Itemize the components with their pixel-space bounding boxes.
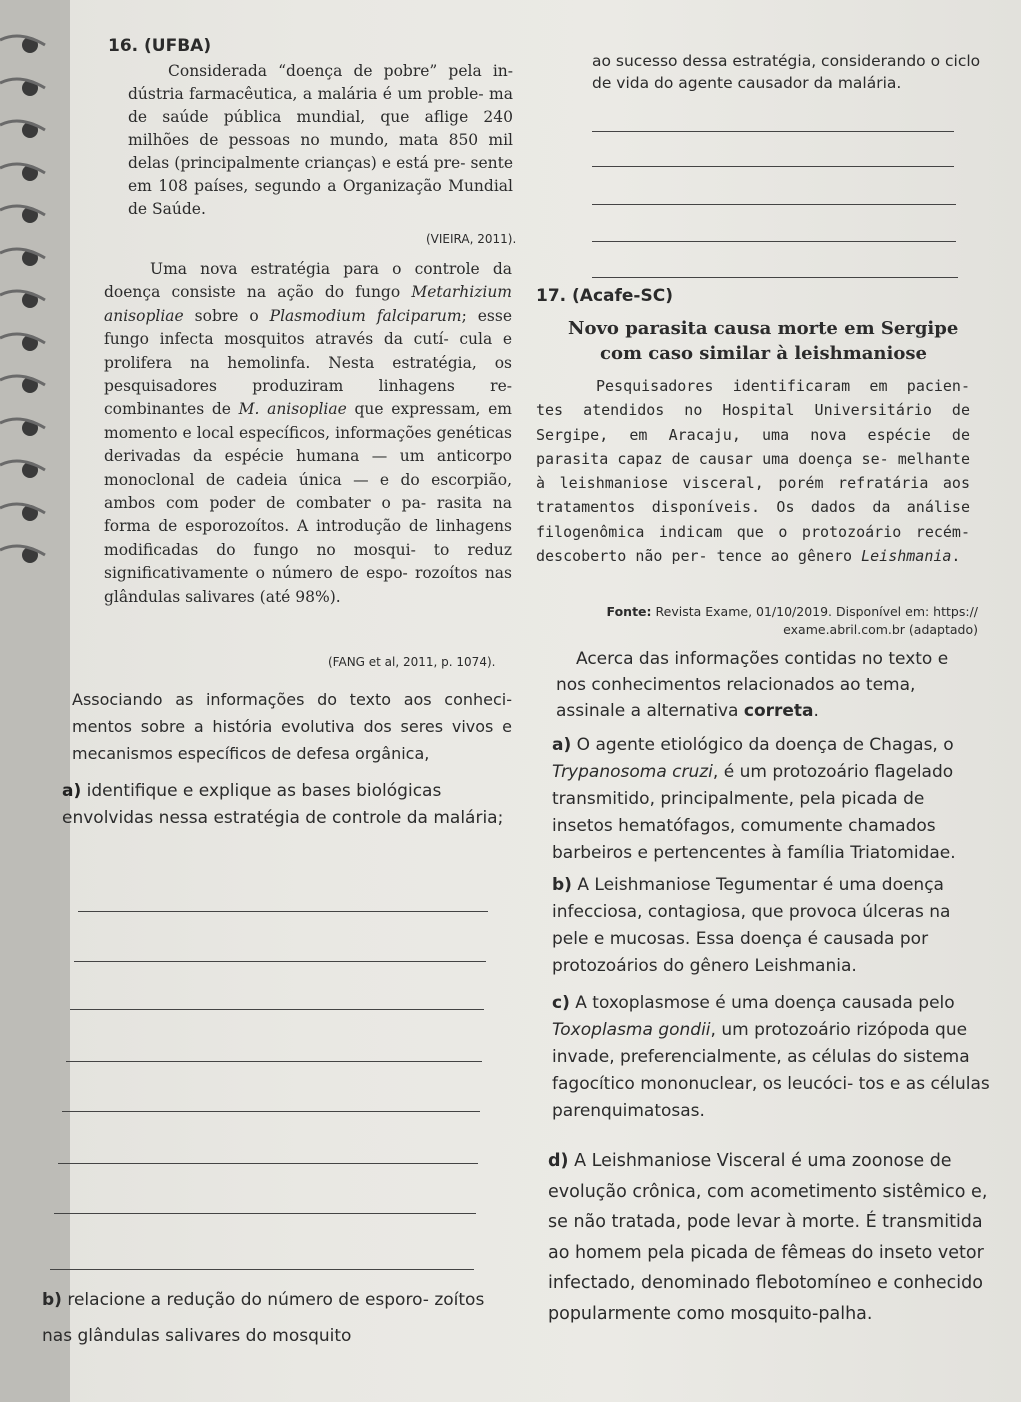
question-17-number: 17. (Acafe-SC) (536, 286, 673, 306)
answer-line[interactable] (66, 1060, 482, 1062)
answer-line[interactable] (592, 276, 958, 278)
question-16-item-b: b) relacione a redução do número de esporo- zoítos nas glândulas salivares do mosquito (42, 1290, 485, 1346)
answer-line[interactable] (592, 203, 956, 205)
answer-line[interactable] (78, 910, 488, 912)
article-text: Pesquisadores identificaram em pacien- tes atendidos no Hospital Universitário de Sergipe, em Aracaju, uma nova espécie de parasita capaz de causar uma doença se- melhante à leishmaniose visceral, porém refratária aos tratamentos disponíveis. Os dados da análise filogenômica indicam que o protozoário recém-descoberto não per- tence ao gênero Leishmania. (536, 377, 970, 566)
question-17-prompt: Acerca das informações contidas no texto e nos conhecimentos relacionados ao tema, assinale a alternativa correta. (556, 649, 949, 721)
question-16-number: 16. (UFBA) (108, 36, 212, 56)
spiral-binding (0, 0, 70, 1402)
option-a[interactable]: a) O agente etiológico da doença de Chagas, o Trypanosoma cruzi, é um protozoário flagelado transmitido, principalmente, pela picada de insetos hematófagos, comumente chamados barbeiros e pertencentes à família Triatomidae. (552, 735, 956, 863)
article-source: Fonte: Revista Exame, 01/10/2019. Disponível em: https:// exame.abril.com.br (adaptado) (606, 604, 978, 637)
option-c[interactable]: c) A toxoplasmose é uma doença causada pelo Toxoplasma gondii, um protozoário rizópoda que invade, preferencialmente, as células do sistema fagocítico mononuclear, os leucóci- tos e as células parenquimatosas. (552, 993, 990, 1121)
quote-1-source: (VIEIRA, 2011). (426, 232, 517, 246)
answer-line[interactable] (592, 130, 954, 132)
question-16-item-a: a) identifique e explique as bases biológicas envolvidas nessa estratégia de controle da malária; (62, 781, 504, 828)
headline-line-2: com caso similar à leishmaniose (600, 343, 927, 364)
answer-line[interactable] (58, 1162, 478, 1164)
option-b[interactable]: b) A Leishmaniose Tegumentar é uma doença infecciosa, contagiosa, que provoca úlceras na pele e mucosas. Essa doença é causada por protozoários do gênero Leishmania. (552, 875, 951, 976)
option-d[interactable]: d) A Leishmaniose Visceral é uma zoonose de evolução crônica, com acometimento sistêmico e, se não tratada, pode levar à morte. É transmitida ao homem pela picada de fêmeas do inseto vetor infectado, denominado flebotomíneo e conhecido popularmente como mosquito-palha. (548, 1151, 988, 1324)
answer-line[interactable] (592, 240, 956, 242)
answer-line[interactable] (592, 165, 954, 167)
quote-2: Uma nova estratégia para o controle da doença consiste na ação do fungo Metarhizium anisopliae sobre o Plasmodium falciparum; esse fungo infecta mosquitos através da cutí- cula e prolifera na hemolinfa. Nesta estratégia, os pesquisadores produziram linhagens re- combinantes de M. anisopliae que expressam, em momento e local específicos, informações genéticas derivadas da espécie humana — um anticorpo monoclonal de cadeia única — e do escorpião, ambos com poder de combater o pa- rasita na forma de esporozoítos. A introdução de linhagens modificadas do fungo no mosqui- to reduz significativamente o número de espo- rozoítos nas glândulas salivares (até 98%). (104, 260, 513, 606)
question-16-prompt: Associando as informações do texto aos conheci- mentos sobre a história evolutiva dos seres vivos e mecanismos específicos de defesa orgânica, (72, 690, 512, 763)
question-16-item-b-continued: ao sucesso dessa estratégia, considerando o ciclo de vida do agente causador da malária. (592, 52, 981, 92)
answer-line[interactable] (54, 1212, 476, 1214)
answer-line[interactable] (74, 960, 486, 962)
headline-line-1: Novo parasita causa morte em Sergipe (568, 318, 959, 339)
answer-line[interactable] (62, 1110, 480, 1112)
answer-line[interactable] (70, 1008, 484, 1010)
answer-line[interactable] (50, 1268, 474, 1270)
quote-2-source: (FANG et al, 2011, p. 1074). (328, 655, 496, 669)
quote-1: Considerada “doença de pobre” pela in- dústria farmacêutica, a malária é um proble- ma de saúde pública mundial, que aflige 240 milhões de pessoas no mundo, mata 850 mil delas (principalmente crianças) e está pre- sente em 108 países, segundo a Organização Mundial de Saúde. (128, 62, 513, 218)
